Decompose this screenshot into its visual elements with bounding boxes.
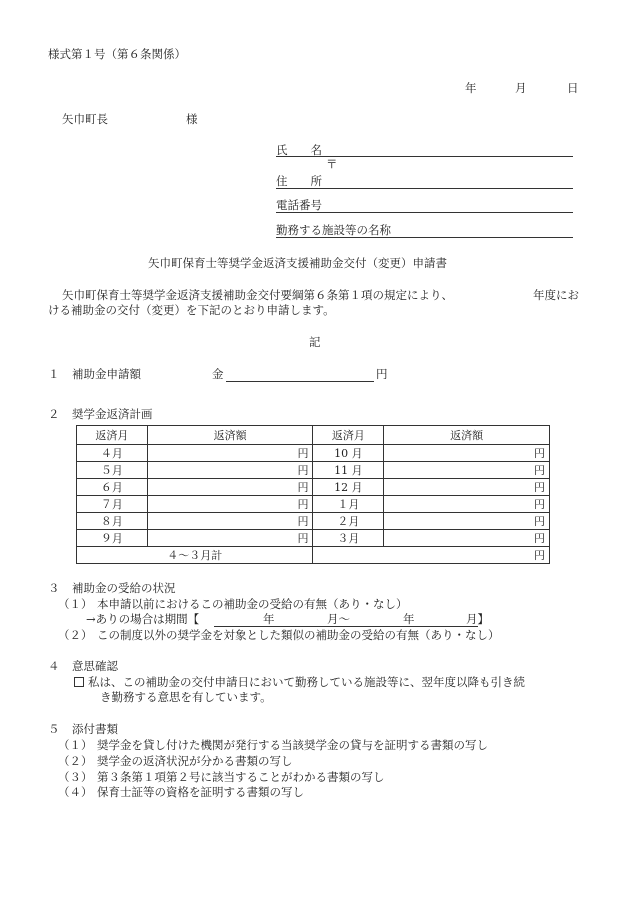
period-lead: →ありの場合は期間【 xyxy=(86,612,200,626)
table-row xyxy=(77,496,550,513)
applicant-facility-field[interactable] xyxy=(276,237,573,238)
amount-cell[interactable]: 円 xyxy=(147,513,313,530)
month-cell: ６月 xyxy=(77,479,148,496)
amount-cell[interactable]: 円 xyxy=(384,496,550,513)
amount-cell[interactable]: 円 xyxy=(147,479,313,496)
total-label-cell: ４～３月計 xyxy=(77,547,313,564)
applicant-phone-label: 電話番号 xyxy=(276,198,322,212)
section3-item1-text: 本申請以前におけるこの補助金の受給の有無（あり・なし） xyxy=(97,597,408,611)
intro-fiscal-year: 年度にお xyxy=(533,288,579,302)
applicant-phone-field[interactable] xyxy=(276,212,573,213)
period-year1: 年 xyxy=(263,612,275,626)
applicant-name-field[interactable] xyxy=(276,156,573,157)
application-amount-field[interactable] xyxy=(226,381,374,382)
attachment-text: 奨学金の返済状況が分かる書類の写し xyxy=(97,754,293,768)
section1-label: 補助金申請額 xyxy=(72,367,141,381)
intro-line2: ける補助金の交付（変更）を下記のとおり申請します。 xyxy=(48,303,335,317)
table-row xyxy=(77,530,550,547)
section3-item2-number: （２） xyxy=(58,628,93,642)
section5-number: ５ xyxy=(48,722,60,736)
document-title: 矢巾町保育士等奨学金返済支援補助金交付（変更）申請書 xyxy=(148,256,447,270)
section1-kin: 金 xyxy=(212,367,224,381)
section3-label: 補助金の受給の状況 xyxy=(72,581,176,595)
table-row xyxy=(77,479,550,496)
section3-item1-number: （１） xyxy=(58,597,93,611)
period-year2: 年 xyxy=(403,612,415,626)
period-field[interactable] xyxy=(214,626,478,627)
amount-cell[interactable]: 円 xyxy=(147,445,313,462)
section4-line2: き勤務する意思を有しています。 xyxy=(100,690,272,704)
attachment-number: （３） xyxy=(58,770,93,784)
section4-line1: 私は、この補助金の交付申請日において勤務している施設等に、翌年度以降も引き続 xyxy=(88,675,525,689)
intent-checkbox[interactable] xyxy=(74,677,84,687)
header-repay-amount: 返済額 xyxy=(384,426,550,445)
table-header-row xyxy=(77,426,550,445)
section5-label: 添付書類 xyxy=(72,722,118,736)
applicant-address-field[interactable] xyxy=(276,188,573,189)
addressee-honorific: 様 xyxy=(186,112,198,126)
month-cell: ３月 xyxy=(313,530,384,547)
amount-cell[interactable]: 円 xyxy=(384,513,550,530)
form-number: 様式第１号（第６条関係） xyxy=(48,47,186,61)
section1-number: １ xyxy=(48,367,60,381)
month-cell: １月 xyxy=(313,496,384,513)
attachment-text: 保育士証等の資格を証明する書類の写し xyxy=(97,785,304,799)
header-repay-month: 返済月 xyxy=(313,426,384,445)
section2-number: ２ xyxy=(48,407,60,421)
date-month-label: 月 xyxy=(515,81,527,95)
month-cell: ５月 xyxy=(77,462,148,479)
amount-cell[interactable]: 円 xyxy=(147,462,313,479)
month-cell: ８月 xyxy=(77,513,148,530)
table-row xyxy=(77,513,550,530)
amount-cell[interactable]: 円 xyxy=(147,496,313,513)
date-day-label: 日 xyxy=(567,81,579,95)
repayment-plan-table xyxy=(76,425,550,564)
attachment-text: 奨学金を貸し付けた機関が発行する当該奨学金の貸与を証明する書類の写し xyxy=(97,738,488,752)
amount-cell[interactable]: 円 xyxy=(384,445,550,462)
attachment-number: （４） xyxy=(58,785,93,799)
month-cell: 12 月 xyxy=(313,479,384,496)
period-month2: 月】 xyxy=(466,612,489,626)
month-cell: ７月 xyxy=(77,496,148,513)
amount-cell[interactable]: 円 xyxy=(384,462,550,479)
amount-cell[interactable]: 円 xyxy=(147,530,313,547)
section4-number: ４ xyxy=(48,659,60,673)
header-repay-amount: 返済額 xyxy=(147,426,313,445)
month-cell: ２月 xyxy=(313,513,384,530)
section3-number: ３ xyxy=(48,581,60,595)
table-row xyxy=(77,445,550,462)
section1-unit: 円 xyxy=(376,367,388,381)
amount-cell[interactable]: 円 xyxy=(384,530,550,547)
attachment-number: （２） xyxy=(58,754,93,768)
section3-item2-text: この制度以外の奨学金を対象とした類似の補助金の受給の有無（あり・なし） xyxy=(97,628,500,642)
applicant-name-label: 氏 名 xyxy=(276,143,322,157)
section4-label: 意思確認 xyxy=(72,659,118,673)
addressee-name: 矢巾町長 xyxy=(62,112,108,126)
intent-checkbox-row xyxy=(74,677,525,689)
attachment-text: 第３条第１項第２号に該当することがわかる書類の写し xyxy=(97,770,385,784)
total-amount-cell[interactable]: 円 xyxy=(313,547,550,564)
applicant-address-label: 住 所 xyxy=(276,174,322,188)
month-cell: ４月 xyxy=(77,445,148,462)
intro-line1: 矢巾町保育士等奨学金返済支援補助金交付要綱第６条第１項の規定により、 xyxy=(62,288,453,302)
header-repay-month: 返済月 xyxy=(77,426,148,445)
month-cell: ９月 xyxy=(77,530,148,547)
applicant-facility-label: 勤務する施設等の名称 xyxy=(276,223,391,237)
date-year-label: 年 xyxy=(465,81,477,95)
attachment-number: （１） xyxy=(58,738,93,752)
period-month1: 月～ xyxy=(327,612,350,626)
section2-label: 奨学金返済計画 xyxy=(72,407,153,421)
month-cell: 11 月 xyxy=(313,462,384,479)
ki-heading: 記 xyxy=(309,335,321,349)
month-cell: 10 月 xyxy=(313,445,384,462)
postal-mark: 〒 xyxy=(326,157,338,171)
amount-cell[interactable]: 円 xyxy=(384,479,550,496)
table-row xyxy=(77,462,550,479)
total-row xyxy=(77,547,550,564)
